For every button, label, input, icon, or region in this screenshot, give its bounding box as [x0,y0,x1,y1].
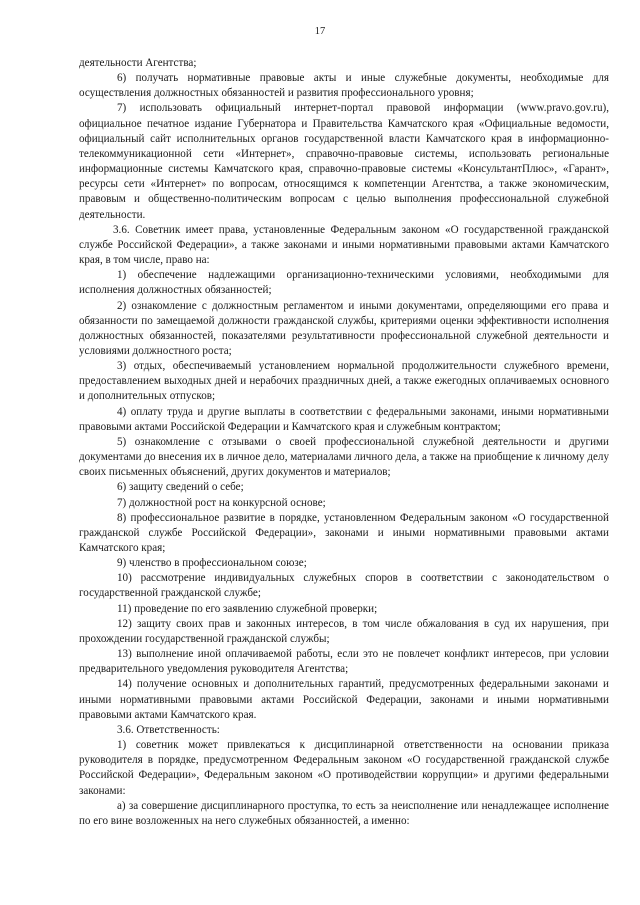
page-number: 17 [314,26,326,37]
paragraph: 2) ознакомление с должностным регламентом и иными документами, определяющими его права и обязанности по замещаемой должности гражданской службы, критериями оценки эффективности исполнения должностных обязанностей, показателями результативности профессиональной служебной деятельности и условиями должностного роста; [79,299,609,357]
paragraph: 4) оплату труда и другие выплаты в соответствии с федеральными законами, иными нормативными правовыми актами Российской Федерации и Камчатского края и служебным контрактом; [79,405,609,433]
paragraph: 3.6. Советник имеет права, установленные Федеральным законом «О государственной гражданской службе Российской Федерации», а также законами и иными нормативными правовыми актами Камчатского края, в том числе, право на: [79,223,609,267]
paragraph: 14) получение основных и дополнительных гарантий, предусмотренных федеральными законами и иными нормативными правовыми актами Российской Федерации, законами и иными нормативными правовыми актами Камчатского края. [79,678,609,721]
paragraph: деятельности Агентства; [79,57,197,69]
paragraph: 6) получать нормативные правовые акты и иные служебные документы, необходимые для осуществления должностных обязанностей и развития профессионального уровня; [79,72,609,100]
paragraph: а) за совершение дисциплинарного проступка, то есть за неисполнение или ненадлежащее исполнение по его вине возложенных на него служебных обязанностей, а именно: [79,799,609,827]
paragraph: 3) отдых, обеспечиваемый установлением нормальной продолжительности служебного времени, предоставлением выходных дней и нерабочих праздничных дней, а также ежегодных оплачиваемых основного и дополнительных отпусков; [79,360,609,403]
paragraph: 1) советник может привлекаться к дисциплинарной ответственности на основании приказа руководителя в порядке, предусмотренном Федеральным законом «О государственной гражданской службе Российской Федерации», Федеральным законом «О противодействии коррупции» и другими федеральными законами: [79,739,609,797]
paragraph: 13) выполнение иной оплачиваемой работы, если это не повлечет конфликт интересов, при условии предварительного уведомления руководителя Агентства; [79,648,609,676]
paragraph: 5) ознакомление с отзывами о своей профессиональной служебной деятельности и другими документами до внесения их в личное дело, материалами личного дела, а также на приобщение к личному делу своих письменных объяснений, других документов и материалов; [79,435,609,479]
paragraph: 8) профессиональное развитие в порядке, установленном Федеральным законом «О государственной гражданской службе Российской Федерации», законами и иными нормативными правовыми актами Камчатского края; [79,511,609,554]
page-body [79,56,609,829]
paragraph: 12) защиту своих прав и законных интересов, в том числе обжалования в суд их нарушения, при прохождении государственной гражданской службы; [79,617,609,645]
paragraph: 3.6. Ответственность: [117,723,220,736]
paragraph: 1) обеспечение надлежащими организационно-техническими условиями, необходимыми для исполнения должностных обязанностей; [79,269,609,297]
paragraph: 7) должностной рост на конкурсной основе; [117,496,326,509]
paragraph: 9) членство в профессиональном союзе; [117,557,307,570]
paragraph: 7) использовать официальный интернет-портал правовой информации (www.pravo.gov.ru), официальное печатное издание Губернатора и Правительства Камчатского края «Официальные ведомости, официальный сайт исполнительных органов государственной власти Камчатского края в информационно-телекоммуникационной сети «Интернет», справочно-правовые системы, использовать региональные информационные системы Камчатского края, справочно-правовые системы «КонсультантПлюс», «Гарант», ресурсы сети «Интернет» по вопросам, относящимся к компетенции Агентства, а также экономическим, правовым и общественно-политическим вопросам с целью выполнения профессиональной служебной деятельности. [79,102,609,221]
paragraph: 11) проведение по его заявлению служебной проверки; [117,602,378,615]
paragraph: 10) рассмотрение индивидуальных служебных споров в соответствии с законодательством о государственной гражданской службе; [79,572,609,600]
paragraph: 6) защиту сведений о себе; [117,481,244,494]
